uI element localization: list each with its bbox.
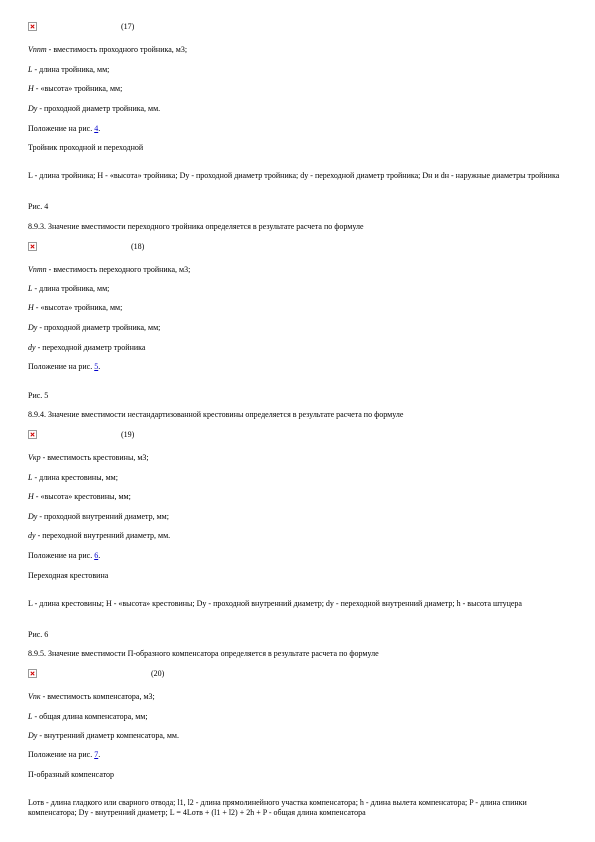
equation-number: (18) xyxy=(131,242,145,251)
definition-line: Dу - проходной внутренний диаметр, мм; xyxy=(28,512,169,521)
figure-7-link[interactable]: 7 xyxy=(94,750,99,759)
figure-title: Переходная крестовина xyxy=(28,571,109,580)
definition-line: L - длина крестовины, мм; xyxy=(28,473,118,482)
figure-reference: Положение на рис. 4. xyxy=(28,124,101,133)
definition-line: Vппт - вместимость проходного тройника, м3; xyxy=(28,45,188,54)
broken-image-icon xyxy=(28,430,37,439)
figure-label: Рис. 4 xyxy=(28,202,49,211)
section-paragraph: 8.9.3. Значение вместимости переходного тройника определяется в результате расчета по формуле xyxy=(28,222,364,231)
broken-image-icon xyxy=(28,669,37,678)
equation-number: (19) xyxy=(121,430,135,439)
definition-line: Vкр - вместимость крестовины, м3; xyxy=(28,453,149,462)
figure-6-link[interactable]: 6 xyxy=(94,551,99,560)
definition-line: Dу - проходной диаметр тройника, мм; xyxy=(28,323,161,332)
definition-line: Dу - внутренний диаметр компенсатора, мм. xyxy=(28,731,179,740)
definition-line: H - «высота» тройника, мм; xyxy=(28,303,123,312)
definition-line: Vптп - вместимость переходного тройника, м3; xyxy=(28,265,191,274)
definition-line: H - «высота» тройника, мм; xyxy=(28,84,123,93)
definition-line: L - длина тройника, мм; xyxy=(28,65,110,74)
figure-caption: L - длина тройника; H - «высота» тройника; Dу - проходной диаметр тройника; dу - переходной диаметр тройника; Dн и dн - наружные диаметры тройника xyxy=(28,171,560,180)
broken-image-icon xyxy=(28,242,37,251)
definition-line: dу - переходной внутренний диаметр, мм. xyxy=(28,531,171,540)
figure-caption: L - длина крестовины; H - «высота» крестовины; Dу - проходной внутренний диаметр; dу - переходной внутренний диаметр; h - высота штуцера xyxy=(28,599,522,608)
definition-line: L - общая длина компенсатора, мм; xyxy=(28,712,148,721)
figure-label: Рис. 5 xyxy=(28,391,49,400)
figure-4-link[interactable]: 4 xyxy=(94,124,99,133)
equation-number: (17) xyxy=(121,22,135,31)
section-paragraph: 8.9.5. Значение вместимости П-образного компенсатора определяется в результате расчета по формуле xyxy=(28,649,379,658)
definition-line: dу - переходной диаметр тройника xyxy=(28,343,146,352)
figure-5-link[interactable]: 5 xyxy=(94,362,99,371)
definition-line: L - длина тройника, мм; xyxy=(28,284,110,293)
broken-image-icon xyxy=(28,22,37,31)
figure-title: П-образный компенсатор xyxy=(28,770,115,779)
definition-line: Vпк - вместимость компенсатора, м3; xyxy=(28,692,155,701)
definition-line: H - «высота» крестовины, мм; xyxy=(28,492,131,501)
equation-number: (20) xyxy=(151,669,165,678)
figure-caption: Lотв - длина гладкого или сварного отвода; l1, l2 - длина прямолинейного участка компенсатора; h - длина вылета компенсатора; P - длина спинки компенсатора; Dу - внутренний диаметр; L = 4Lотв + (l1 + l2) + 2h + P - общая длина компенсатора xyxy=(28,798,527,817)
figure-reference: Положение на рис. 5. xyxy=(28,362,101,371)
figure-title: Тройник проходной и переходной xyxy=(28,143,144,152)
section-paragraph: 8.9.4. Значение вместимости нестандартизованной крестовины определяется в результате расчета по формуле xyxy=(28,410,404,419)
definition-line: Dу - проходной диаметр тройника, мм. xyxy=(28,104,161,113)
figure-reference: Положение на рис. 6. xyxy=(28,551,101,560)
figure-label: Рис. 6 xyxy=(28,630,49,639)
figure-reference: Положение на рис. 7. xyxy=(28,750,101,759)
